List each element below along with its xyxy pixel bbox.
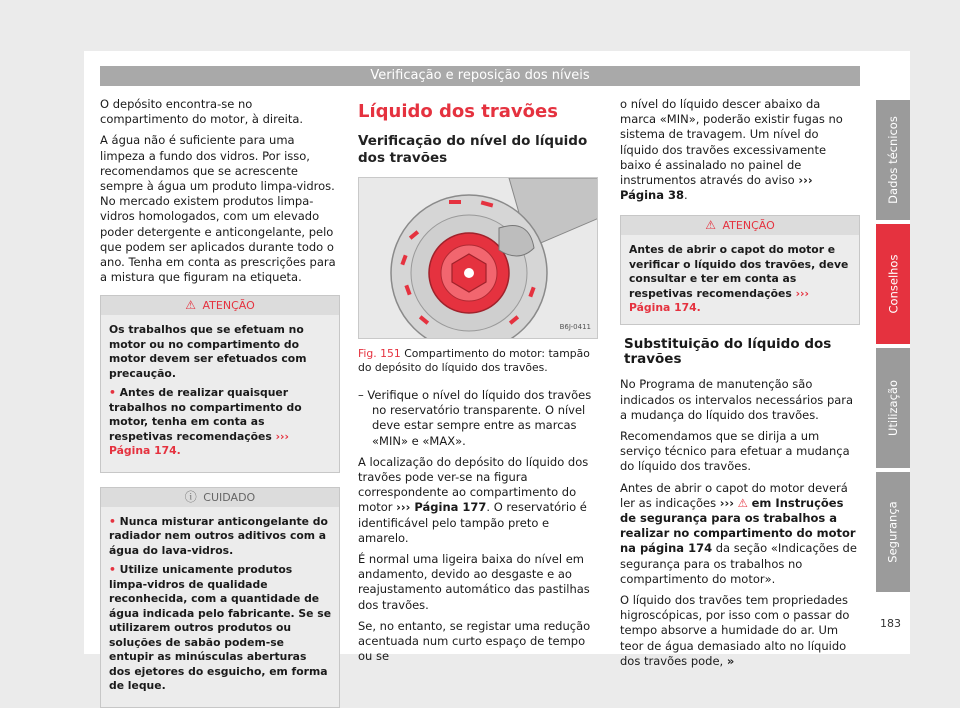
paragraph: Se, no entanto, se registar uma redução acentuada num curto espaço de tempo ou se xyxy=(358,618,591,664)
warning-header xyxy=(101,296,339,315)
dash-icon: – xyxy=(358,388,368,402)
caution-item-text: Nunca misturar anticongelante do radiador nem outros aditivos com a água do lava-vidros. xyxy=(109,514,328,557)
bullet-icon: • xyxy=(109,514,120,528)
dash-item-text: Verifique o nível do líquido dos travões no reservatório transparente. O nível deve estar sempre entre as marcas «MIN» e «MAX». xyxy=(367,388,592,448)
paragraph: A água não é suficiente para uma limpeza a fundo dos vidros. Por isso, recomendamos que se acrescente sempre à água um produto limpa-vidros. No mercado existem produtos limpa-vidros homologados, com um elevado poder detergente e anticongelante, pelo que podem ser aplicados durante todo o ano. Tenha em conta as prescrições para a mistura que figuram na etiqueta. xyxy=(100,133,336,285)
paragraph-text: da seção «Indicações de segurança para os trabalhos no compartimento do motor». xyxy=(620,541,857,586)
paragraph-text: O líquido dos travões tem propriedades higroscópicas, por isso com o passar do tempo absorve a humidade do ar. Um teor de água demasiado alto no líquido dos travões pode, xyxy=(620,592,850,668)
caution-body xyxy=(101,507,339,707)
link-arrows: ››› xyxy=(719,495,734,510)
warning-body xyxy=(621,235,859,324)
paragraph-text: . O reservatório é identificável pelo tampão preto e amarelo. xyxy=(358,500,587,545)
section-heading: Substituição do líquido dos travões xyxy=(624,335,832,368)
warning-triangle-icon: ⚠ xyxy=(185,298,196,313)
tab-label: Conselhos xyxy=(886,254,900,314)
page-header: Verificação e reposição dos níveis xyxy=(100,66,860,86)
column-middle xyxy=(358,97,598,670)
warning-triangle-icon: ⚠ xyxy=(705,218,716,233)
paragraph: O depósito encontra-se no compartimento do motor, à direita. xyxy=(100,97,304,127)
warning-box xyxy=(620,215,860,325)
tab-label: Utilização xyxy=(886,379,901,437)
paragraph-text: Antes de abrir o capot do motor deverá ler as indicações xyxy=(620,480,848,510)
page-link[interactable]: ››› Página 174. xyxy=(629,286,809,315)
figure-brake-fluid-cap xyxy=(358,177,598,339)
caution-item-text: Utilize unicamente produtos limpa-vidros de qualidade reconhecida, com a quantidade de água indicada pelo fabricante. Se se utilizarem outros produtos ou soluções de sabão podem-se entupir as minúsculas aberturas dos ejetores do esguicho, em forma de leque. xyxy=(109,563,332,693)
bullet-icon: • xyxy=(109,563,120,577)
section-subtitle: Verificação do nível do líquido dos travões xyxy=(358,133,588,166)
paragraph xyxy=(620,593,860,669)
warning-item-text: Antes de realizar quaisquer trabalhos no compartimento do motor, tenha em conta as respetivas recomendações xyxy=(109,386,302,443)
figure-code: B6J-0411 xyxy=(559,322,591,331)
figure-label: Fig. 151 xyxy=(358,347,401,360)
warning-triangle-icon: ⚠ xyxy=(737,495,748,510)
paragraph xyxy=(620,97,860,203)
caution-list-item xyxy=(109,563,331,694)
tab-seguranca[interactable] xyxy=(876,472,910,592)
caution-box xyxy=(100,487,340,708)
caution-title: CUIDADO xyxy=(203,490,256,504)
tab-dados-tecnicos[interactable] xyxy=(876,100,910,220)
paragraph xyxy=(620,481,860,587)
page-link[interactable]: ››› Página 38 xyxy=(620,173,813,203)
bullet-icon: • xyxy=(109,386,120,400)
dash-list-item xyxy=(358,388,598,449)
caution-list-item xyxy=(109,515,331,559)
figure-caption xyxy=(358,347,598,374)
tab-utilizacao[interactable] xyxy=(876,348,910,468)
tab-label: Segurança xyxy=(886,501,900,563)
warning-header xyxy=(621,216,859,235)
page-number: 183 xyxy=(880,617,901,630)
brake-fluid-cap-illustration xyxy=(359,178,598,339)
warning-text: Antes de abrir o capot do motor e verificar o líquido dos travões, deve consultar e ter em conta as respetivas recomendações xyxy=(629,243,849,300)
continue-icon: » xyxy=(726,653,735,668)
section-title: Líquido dos travões xyxy=(358,101,558,122)
page-link[interactable]: em Instruções de segurança para os trabalhos a realizar no compartimento do motor na página 174 xyxy=(620,495,856,556)
tab-conselhos[interactable] xyxy=(876,224,910,344)
page-link[interactable]: ››› Página 174. xyxy=(109,429,289,458)
warning-box xyxy=(100,295,340,473)
paragraph: É normal uma ligeira baixa do nível em andamento, devido ao desgaste e ao reajustamento automático das pastilhas dos travões. xyxy=(358,552,590,612)
caution-header xyxy=(101,488,339,507)
column-right xyxy=(620,97,860,675)
warning-text: Os trabalhos que se efetuam no motor ou no compartimento do motor devem ser efetuados com precaução. xyxy=(109,323,307,380)
paragraph: No Programa de manutenção são indicados os intervalos necessários para a mudança do líquido dos travões. xyxy=(620,377,854,422)
page-link[interactable]: ››› Página 177 xyxy=(396,500,487,515)
warning-body xyxy=(101,315,339,472)
paragraph xyxy=(358,455,598,546)
warning-title: ATENÇÃO xyxy=(202,299,255,313)
paragraph-text: A localização do depósito do líquido dos travões pode ver-se na figura correspondente ao compartimento do motor xyxy=(358,454,589,515)
paragraph-text: o nível do líquido descer abaixo da marca «MIN», poderão existir fugas no sistema de travagem. Um nível do líquido dos travões excessivamente baixo é assinalado no painel de instrumentos através do aviso xyxy=(620,97,843,188)
figure-caption-text: Compartimento do motor: tampão do depósito do líquido dos travões. xyxy=(358,347,590,374)
tab-label: Dados técnicos xyxy=(886,116,901,204)
column-left xyxy=(100,97,340,708)
warning-list-item xyxy=(109,386,331,459)
info-circle-icon: ⓘ xyxy=(184,489,197,504)
paragraph-text: . xyxy=(684,188,688,203)
warning-title: ATENÇÃO xyxy=(722,219,775,233)
paragraph: Recomendamos que se dirija a um serviço técnico para efetuar a mudança do líquido dos travões. xyxy=(620,428,850,474)
